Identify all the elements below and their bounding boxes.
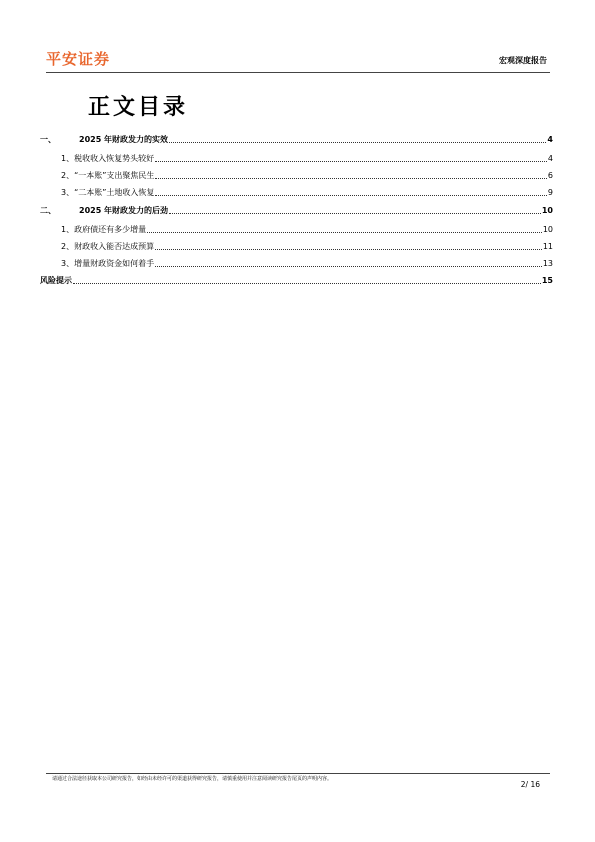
toc-entry-page: 11 xyxy=(542,242,553,251)
toc-entry-label: 2、“一本账”支出聚焦民生 xyxy=(61,171,155,180)
dot-leader xyxy=(169,212,541,214)
toc-entry-page: 4 xyxy=(547,135,553,144)
page-number: 2/ 16 xyxy=(520,780,540,789)
toc-entry-label: 3、“二本账”土地收入恢复 xyxy=(61,188,155,197)
toc-entry-page: 6 xyxy=(547,171,553,180)
toc-entry-section-1[interactable] xyxy=(40,133,553,145)
toc-entry-label: 2025 年财政发力的实效 xyxy=(79,135,169,144)
dot-leader xyxy=(73,282,541,284)
toc-entry-label: 1、税收收入恢复势头较好 xyxy=(61,154,155,163)
dot-leader xyxy=(169,141,546,143)
toc-entry-2-2[interactable] xyxy=(40,240,553,252)
footer-divider xyxy=(46,773,550,774)
toc-entry-label: 1、政府债还有多少增量 xyxy=(61,225,147,234)
toc-entry-page: 13 xyxy=(542,259,553,268)
toc-entry-number: 一、 xyxy=(40,135,56,144)
toc-entry-section-2[interactable] xyxy=(40,204,553,216)
toc-entry-2-1[interactable] xyxy=(40,223,553,235)
toc-entry-page: 4 xyxy=(547,154,553,163)
brand-logo: 平安证券 xyxy=(46,50,111,68)
dot-leader xyxy=(147,231,542,233)
toc-entry-number: 二、 xyxy=(40,206,56,215)
report-type-label: 宏观深度报告 xyxy=(499,56,547,65)
toc-entry-page: 15 xyxy=(541,276,553,285)
dot-leader xyxy=(155,194,547,196)
toc-entry-1-2[interactable] xyxy=(40,169,553,181)
toc-entry-2-3[interactable] xyxy=(40,257,553,269)
toc-entry-1-1[interactable] xyxy=(40,152,553,164)
toc-entry-label: 风险提示 xyxy=(40,276,72,285)
dot-leader xyxy=(155,265,542,267)
dot-leader xyxy=(155,160,547,162)
toc-entry-page: 10 xyxy=(542,225,553,234)
dot-leader xyxy=(155,248,542,250)
toc-entry-1-3[interactable] xyxy=(40,186,553,198)
footer-disclaimer: 请通过合法途径获取本公司研究报告，如经由未经许可的渠道获得研究报告，请慎重使用并注意阅读研究报告尾页的声明内容。 xyxy=(52,776,333,782)
toc-entry-page: 10 xyxy=(541,206,553,215)
toc-entry-label: 2025 年财政发力的后劲 xyxy=(79,206,169,215)
toc-entry-label: 2、财政收入能否达成预算 xyxy=(61,242,155,251)
toc-entry-page: 9 xyxy=(547,188,553,197)
toc-entry-label: 3、增量财政资金如何着手 xyxy=(61,259,155,268)
toc-title: 正文目录 xyxy=(88,95,189,120)
header-divider xyxy=(46,72,550,73)
toc-entry-risk-warning[interactable] xyxy=(40,274,553,286)
dot-leader xyxy=(155,177,547,179)
